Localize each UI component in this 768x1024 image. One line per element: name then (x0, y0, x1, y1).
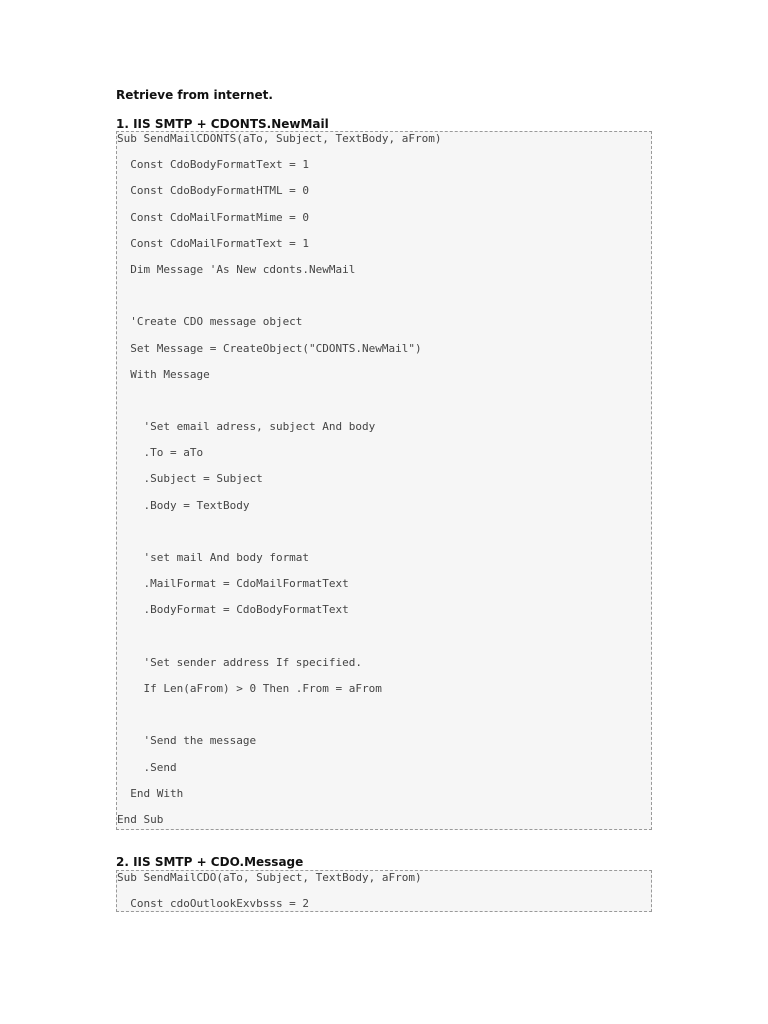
code-line: Set Message = CreateObject("CDONTS.NewMail") (117, 341, 422, 355)
code-line: .BodyFormat = CdoBodyFormatText (117, 603, 349, 617)
code-line (117, 289, 651, 315)
code-line: Dim Message 'As New cdonts.NewMail (117, 262, 356, 276)
code-line: Sub SendMailCDONTS(aTo, Subject, TextBody, aFrom) (117, 132, 442, 145)
code-line (117, 630, 651, 656)
code-line: 'set mail And body format (117, 551, 310, 564)
code-block-cdo-message (116, 870, 652, 912)
code-line (117, 708, 651, 734)
code-line: .To = aTo (117, 446, 204, 460)
code-line: 'Send the message (117, 734, 257, 748)
code-line (117, 394, 651, 420)
code-line: 'Set sender address If specified. (117, 655, 363, 669)
code-line: End Sub (117, 812, 164, 826)
code-line: End With (117, 786, 184, 800)
code-line: If Len(aFrom) > 0 Then .From = aFrom (117, 681, 382, 695)
intro-text: Retrieve from internet. (116, 88, 273, 102)
code-line: 'Create CDO message object (117, 315, 303, 329)
code-line: .Body = TextBody (117, 498, 250, 512)
code-block-cdonts (116, 131, 652, 830)
code-line: Const CdoMailFormatText = 1 (117, 236, 310, 250)
code-line: Const CdoBodyFormatText = 1 (117, 158, 310, 172)
code-line: Const cdoOutlookExvbsss = 2 (117, 897, 310, 911)
code-line: With Message (117, 367, 210, 381)
code-line: Const CdoMailFormatMime = 0 (117, 210, 310, 224)
code-line: .MailFormat = CdoMailFormatText (117, 577, 349, 591)
code-line: 'Set email adress, subject And body (117, 420, 376, 434)
code-line: Sub SendMailCDO(aTo, Subject, TextBody, aFrom) (117, 871, 422, 884)
code-line: .Subject = Subject (117, 472, 263, 486)
section-heading-cdonts: 1. IIS SMTP + CDONTS.NewMail (116, 117, 329, 131)
code-line: .Send (117, 760, 177, 774)
code-line (117, 525, 651, 551)
code-line: Const CdoBodyFormatHTML = 0 (117, 184, 310, 198)
section-heading-cdo-message: 2. IIS SMTP + CDO.Message (116, 855, 304, 869)
